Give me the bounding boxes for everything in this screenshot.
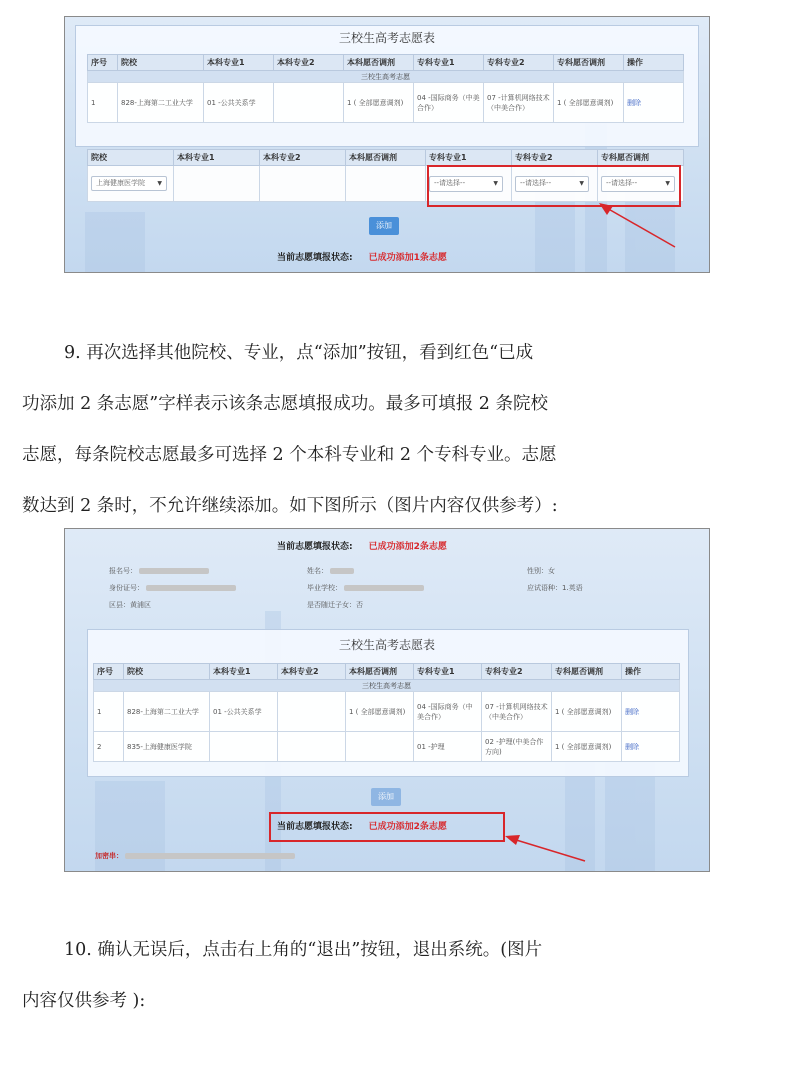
- delete-link[interactable]: 删除: [625, 707, 639, 716]
- reg-number: 报名号：: [109, 566, 209, 576]
- cell-zk2: 07 -计算机网络技术（中美合作）: [482, 692, 552, 732]
- form-header-row: [88, 150, 684, 166]
- zk-adjust-select[interactable]: --请选择-- ▼: [601, 176, 675, 192]
- cell-bk2: [278, 692, 346, 732]
- sub-header: 三校生高考志愿: [88, 71, 684, 83]
- status-label: 当前志愿填报状态:: [277, 822, 353, 832]
- cell-zk1: 01 -护理: [414, 732, 482, 762]
- pointer-arrow: [585, 197, 685, 257]
- sub-header: 三校生高考志愿: [94, 680, 680, 692]
- para9-line1: 9. 再次选择其他院校、专业，点“添加”按钮，看到红色“已成: [64, 343, 534, 363]
- cell-zk-adjust: 1 ( 全部愿意调剂): [552, 732, 622, 762]
- cell-bk-adjust: [346, 732, 414, 762]
- col-bk1: 本科专业1: [204, 55, 274, 71]
- status-line-bottom: [277, 819, 447, 832]
- col-bk2: 本科专业2: [278, 664, 346, 680]
- col-zk-adjust: 专科愿否调剂: [554, 55, 624, 71]
- exam-language: 应试语种：1.英语: [527, 584, 583, 592]
- form-col-bk2: 本科专业2: [260, 150, 346, 166]
- student-name: 姓名：: [307, 566, 354, 576]
- form-col-zk2: 专科专业2: [512, 150, 598, 166]
- col-zk2: 专科专业2: [484, 55, 554, 71]
- school-select[interactable]: 上海健康医学院 ▼: [91, 176, 167, 191]
- add-button[interactable]: 添加: [369, 217, 399, 235]
- para10-line1: 10. 确认无误后，点击右上角的“退出”按钮，退出系统。(图片: [64, 940, 543, 960]
- cell-bk1: 01 -公共关系学: [204, 83, 274, 123]
- status-line: [277, 250, 447, 263]
- cell-no: 2: [94, 732, 124, 762]
- cell-zk-adjust: 1 ( 全部愿意调剂): [552, 692, 622, 732]
- chevron-down-icon: ▼: [579, 179, 584, 187]
- form-col-zk-adjust: 专科愿否调剂: [598, 150, 684, 166]
- volunteer-table: [93, 663, 680, 762]
- col-no: 序号: [88, 55, 118, 71]
- zk1-select[interactable]: --请选择-- ▼: [429, 176, 503, 192]
- form-col-zk1: 专科专业1: [426, 150, 512, 166]
- status-value: 已成功添加2条志愿: [368, 822, 447, 832]
- status-value: 已成功添加1条志愿: [368, 253, 447, 263]
- screenshot-1: [64, 16, 710, 273]
- form-col-bk1: 本科专业1: [174, 150, 260, 166]
- para9-line2: 功添加 2 条志愿”字样表示该条志愿填报成功。最多可填报 2 条院校: [22, 394, 548, 414]
- para9-line3: 志愿，每条院校志愿最多可选择 2 个本科专业和 2 个专科专业。志愿: [22, 445, 557, 465]
- cell-no: 1: [94, 692, 124, 732]
- table-row: [88, 83, 684, 123]
- gender: 性别：女: [527, 567, 555, 575]
- table-title: 三校生高考志愿表: [338, 638, 435, 652]
- status-value: 已成功添加2条志愿: [368, 542, 447, 552]
- cell-school: 828-上海第二工业大学: [118, 83, 204, 123]
- migrant-child: 是否随迁子女：否: [307, 601, 363, 609]
- col-zk1: 专科专业1: [414, 55, 484, 71]
- cell-school: 835-上海健康医学院: [124, 732, 210, 762]
- status-line-top: [277, 539, 447, 552]
- col-school: 院校: [118, 55, 204, 71]
- cell-bk-adjust: 1 ( 全部愿意调剂): [344, 83, 414, 123]
- status-label: 当前志愿填报状态:: [277, 542, 353, 552]
- district: 区县：黄浦区: [109, 601, 151, 609]
- cell-bk1: 01 -公共关系学: [210, 692, 278, 732]
- table-row: [94, 692, 680, 732]
- col-zk-adjust: 专科愿否调剂: [552, 664, 622, 680]
- instruction-step-10: [22, 925, 782, 1027]
- col-bk-adjust: 本科愿否调剂: [346, 664, 414, 680]
- para9-line4: 数达到 2 条时，不允许继续添加。如下图所示（图片内容仅供参考）:: [22, 496, 558, 516]
- cell-bk-adjust: 1 ( 全部愿意调剂): [346, 692, 414, 732]
- cell-bk1: [210, 732, 278, 762]
- id-number: 身份证号：: [109, 583, 236, 593]
- add-button-disabled[interactable]: 添加: [371, 788, 401, 806]
- table-header-row: [88, 55, 684, 71]
- form-col-school: 院校: [88, 150, 174, 166]
- col-bk-adjust: 本科愿否调剂: [344, 55, 414, 71]
- table-header-row: [94, 664, 680, 680]
- chevron-down-icon: ▼: [493, 179, 498, 187]
- table-title: 三校生高考志愿表: [338, 31, 435, 45]
- zk2-select[interactable]: --请选择-- ▼: [515, 176, 589, 192]
- table-row: [94, 732, 680, 762]
- instruction-step-9: [22, 328, 782, 532]
- cell-zk-adjust: 1 ( 全部愿意调剂): [554, 83, 624, 123]
- form-col-bk-adjust: 本科愿否调剂: [346, 150, 426, 166]
- col-zk2: 专科专业2: [482, 664, 552, 680]
- status-label: 当前志愿填报状态:: [277, 253, 353, 263]
- col-op: 操作: [624, 55, 684, 71]
- chevron-down-icon: ▼: [665, 179, 670, 187]
- chevron-down-icon: ▼: [157, 180, 162, 187]
- col-zk1: 专科专业1: [414, 664, 482, 680]
- col-school: 院校: [124, 664, 210, 680]
- cell-bk2: [278, 732, 346, 762]
- col-bk2: 本科专业2: [274, 55, 344, 71]
- grad-school: 毕业学校：: [307, 583, 424, 593]
- cell-zk2: 07 -计算机网络技术（中美合作）: [484, 83, 554, 123]
- cell-no: 1: [88, 83, 118, 123]
- volunteer-table: [87, 54, 684, 123]
- cell-bk2: [274, 83, 344, 123]
- cell-zk2: 02 -护理(中美合作方向): [482, 732, 552, 762]
- encrypted-string: 加密串：: [95, 851, 295, 861]
- delete-link[interactable]: 删除: [625, 742, 639, 751]
- cell-zk1: 04 -国际商务（中美合作）: [414, 692, 482, 732]
- col-op: 操作: [622, 664, 680, 680]
- cell-zk1: 04 -国际商务（中美合作）: [414, 83, 484, 123]
- screenshot-2: [64, 528, 710, 872]
- para10-line2: 内容仅供参考 ):: [22, 991, 146, 1011]
- delete-link[interactable]: 删除: [627, 98, 641, 107]
- cell-school: 828-上海第二工业大学: [124, 692, 210, 732]
- col-no: 序号: [94, 664, 124, 680]
- pointer-arrow: [495, 829, 595, 869]
- col-bk1: 本科专业1: [210, 664, 278, 680]
